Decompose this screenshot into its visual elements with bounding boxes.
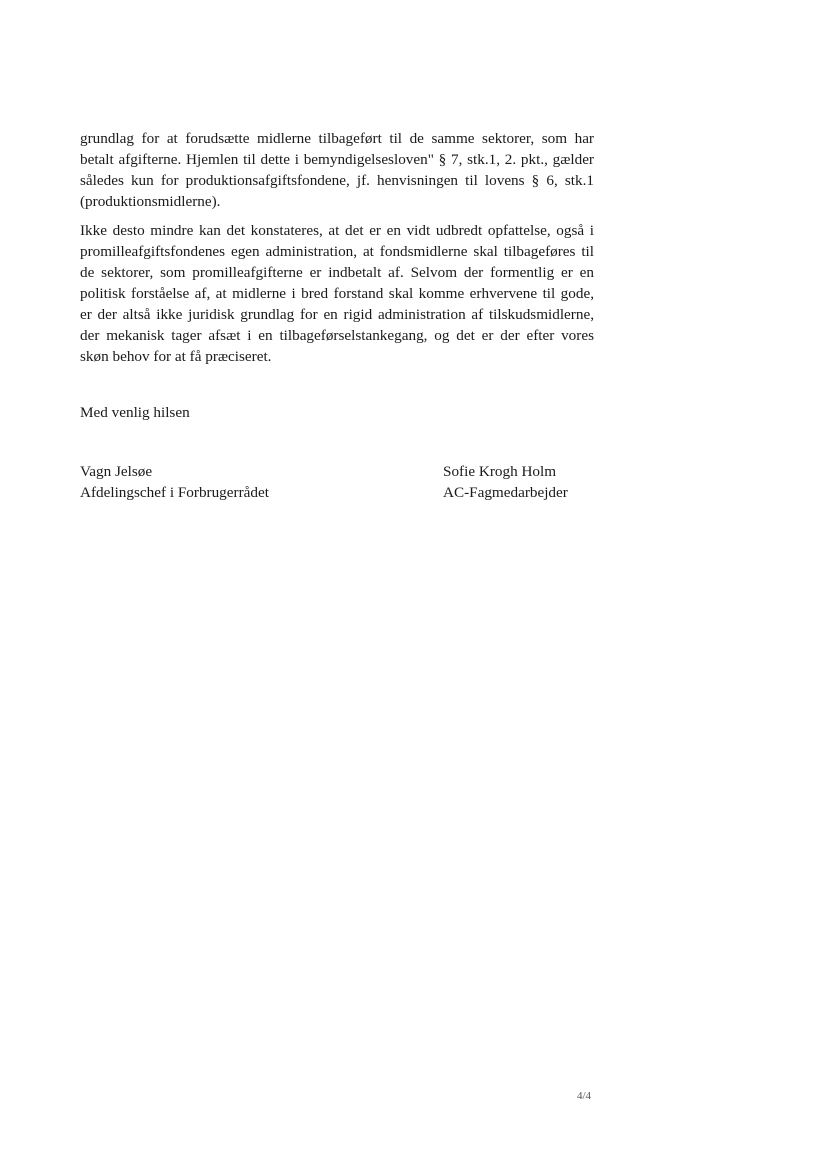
signatory-name: Vagn Jelsøe — [80, 463, 153, 480]
paragraph-line: betalt afgifterne. Hjemlen til dette i bemyndigelsesloven" § 7, stk.1, 2. pkt., gælder — [80, 151, 594, 168]
paragraph-line: de sektorer, som promilleafgifterne er indbetalt af. Selvom der formentlig er en — [80, 264, 594, 281]
paragraph-line: således kun for produktionsafgiftsfondene, jf. henvisningen til lovens § 6, stk.1 — [80, 172, 594, 189]
paragraph-line: (produktionsmidlerne). — [80, 193, 221, 210]
paragraph-line: grundlag for at forudsætte midlerne tilbageført til de samme sektorer, som har — [80, 130, 594, 147]
signatory-title: Afdelingschef i Forbrugerrådet — [80, 484, 269, 501]
paragraph-line: promilleafgiftsfondenes egen administration, at fondsmidlerne skal tilbageføres til — [80, 243, 594, 260]
body-paragraph-1 — [80, 128, 594, 212]
paragraph-line: er der altså ikke juridisk grundlag for en rigid administration af tilskudsmidlerne, — [80, 306, 594, 323]
paragraph-line: politisk forståelse af, at midlerne i bred forstand skal komme erhvervene til gode, — [80, 285, 594, 302]
paragraph-line: der mekanisk tager afsæt i en tilbageførselstankegang, og det er der efter vores — [80, 327, 594, 344]
paragraph-line: Ikke desto mindre kan det konstateres, at det er en vidt udbredt opfattelse, også i — [80, 222, 594, 239]
page-number: 4/4 — [577, 1090, 592, 1102]
body-paragraph-2 — [80, 220, 594, 367]
paragraph-line: skøn behov for at få præciseret. — [80, 348, 272, 365]
signature-right — [443, 461, 568, 503]
signature-left — [80, 461, 269, 503]
closing-greeting: Med venlig hilsen — [80, 404, 190, 421]
signatory-name: Sofie Krogh Holm — [443, 463, 557, 480]
signatory-title: AC-Fagmedarbejder — [443, 484, 568, 501]
scan-artifact: · · · — [30, 46, 69, 52]
